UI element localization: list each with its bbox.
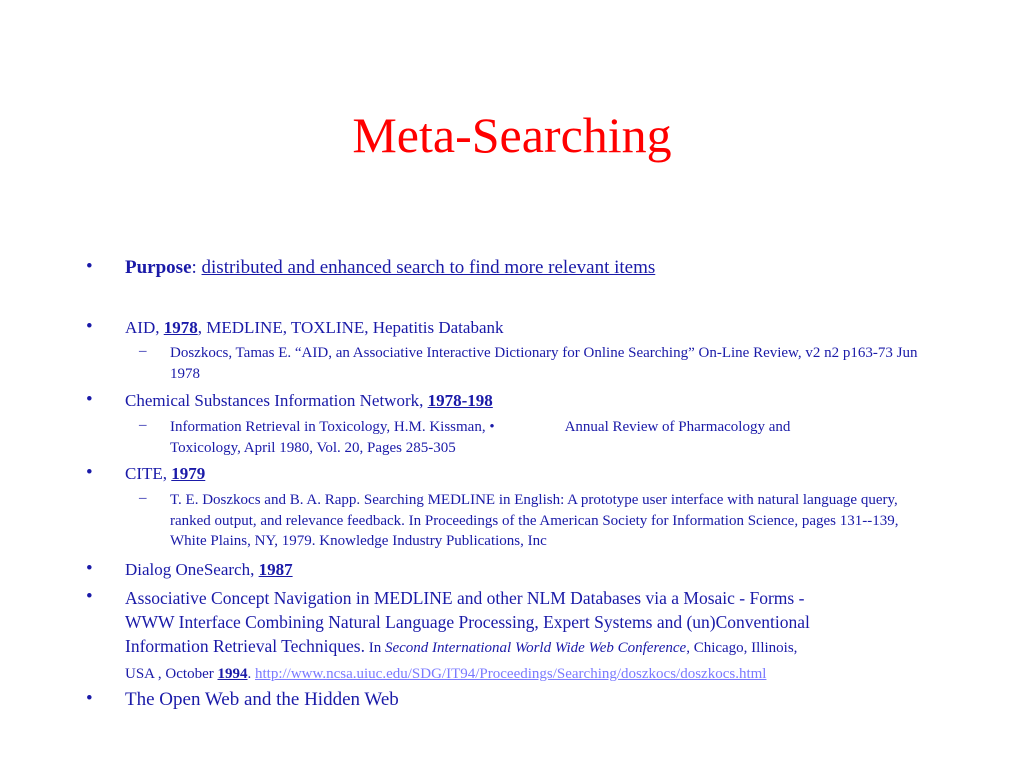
assoc-line3: Information Retrieval Techniques. <box>125 636 365 656</box>
bullet-marker: • <box>86 389 93 410</box>
assoc-year-link[interactable]: 1994 <box>217 666 248 682</box>
cite-year-link[interactable]: 1979 <box>171 464 206 483</box>
bullet-marker: • <box>86 558 93 579</box>
bullet-marker: • <box>86 256 93 277</box>
cite-reference: T. E. Doszkocs and B. A. Rapp. Searching MEDLINE in English: A prototype user interface with natural language query, ranked output, and relevance feedback. In Proceedings of the American Society for Information Science, pages 131--139, White Plains, NY, 1979. Knowledge Industry Publications, Inc <box>170 492 899 549</box>
bullet-marker: • <box>86 316 93 337</box>
cite-text: CITE, <box>125 464 172 483</box>
assoc-line2: WWW Interface Combining Natural Language Processing, Expert Systems and (un)Conventional <box>125 612 810 632</box>
bullet-open-web: The Open Web and the Hidden Web <box>125 689 399 710</box>
aid-reference: Doszkocs, Tamas E. “AID, an Associative Interactive Dictionary for Online Searching” On-Line Review, v2 n2 p163-73 Jun 1978 <box>170 345 918 382</box>
csin-text: Chemical Substances Information Network, <box>125 391 428 410</box>
csin-year-link[interactable]: 1978-198 <box>427 391 493 410</box>
purpose-sep: : <box>191 257 202 278</box>
csin-reference <box>170 417 930 458</box>
assoc-dot: . <box>247 666 255 682</box>
bullet-dialog <box>125 558 293 582</box>
csin-ref-b: Annual Review of Pharmacology and <box>564 419 791 435</box>
bullet-associative <box>125 586 810 686</box>
bullet-marker: • <box>86 462 93 483</box>
bullet-aid <box>125 316 504 340</box>
sub-dash: – <box>139 490 147 506</box>
aid-text-post: , MEDLINE, TOXLINE, Hepatitis Databank <box>197 318 504 337</box>
csin-ref-a: Information Retrieval in Toxicology, H.M. Kissman, • <box>170 419 495 435</box>
purpose-label: Purpose <box>125 257 192 278</box>
bullet-marker: • <box>86 586 93 607</box>
aid-text: AID, <box>125 318 164 337</box>
csin-ref-c: Toxicology, April 1980, Vol. 20, Pages 285-305 <box>170 439 456 456</box>
dialog-text: Dialog OneSearch, <box>125 560 259 579</box>
slide-title: Meta-Searching <box>352 107 672 163</box>
sub-dash: – <box>139 343 147 359</box>
assoc-in: In <box>364 640 385 656</box>
assoc-date: USA , October <box>125 666 218 682</box>
aid-year-link[interactable]: 1978 <box>163 318 198 337</box>
bullet-csin <box>125 389 493 413</box>
assoc-line1: Associative Concept Navigation in MEDLINE and other NLM Databases via a Mosaic - Forms - <box>125 588 805 608</box>
bullet-purpose <box>125 256 655 280</box>
bullet-marker: • <box>86 688 93 709</box>
sub-dash: – <box>139 417 147 433</box>
purpose-link[interactable]: distributed and enhanced search to find more relevant items <box>201 257 656 278</box>
assoc-conference: Second International World Wide Web Conference <box>384 640 687 656</box>
dialog-year-link[interactable]: 1987 <box>258 560 293 579</box>
assoc-location: , Chicago, Illinois, <box>686 640 798 656</box>
bullet-cite <box>125 462 205 486</box>
assoc-url-link[interactable]: http://www.ncsa.uiuc.edu/SDG/IT94/Proceedings/Searching/doszkocs/doszkocs.html <box>255 666 767 682</box>
